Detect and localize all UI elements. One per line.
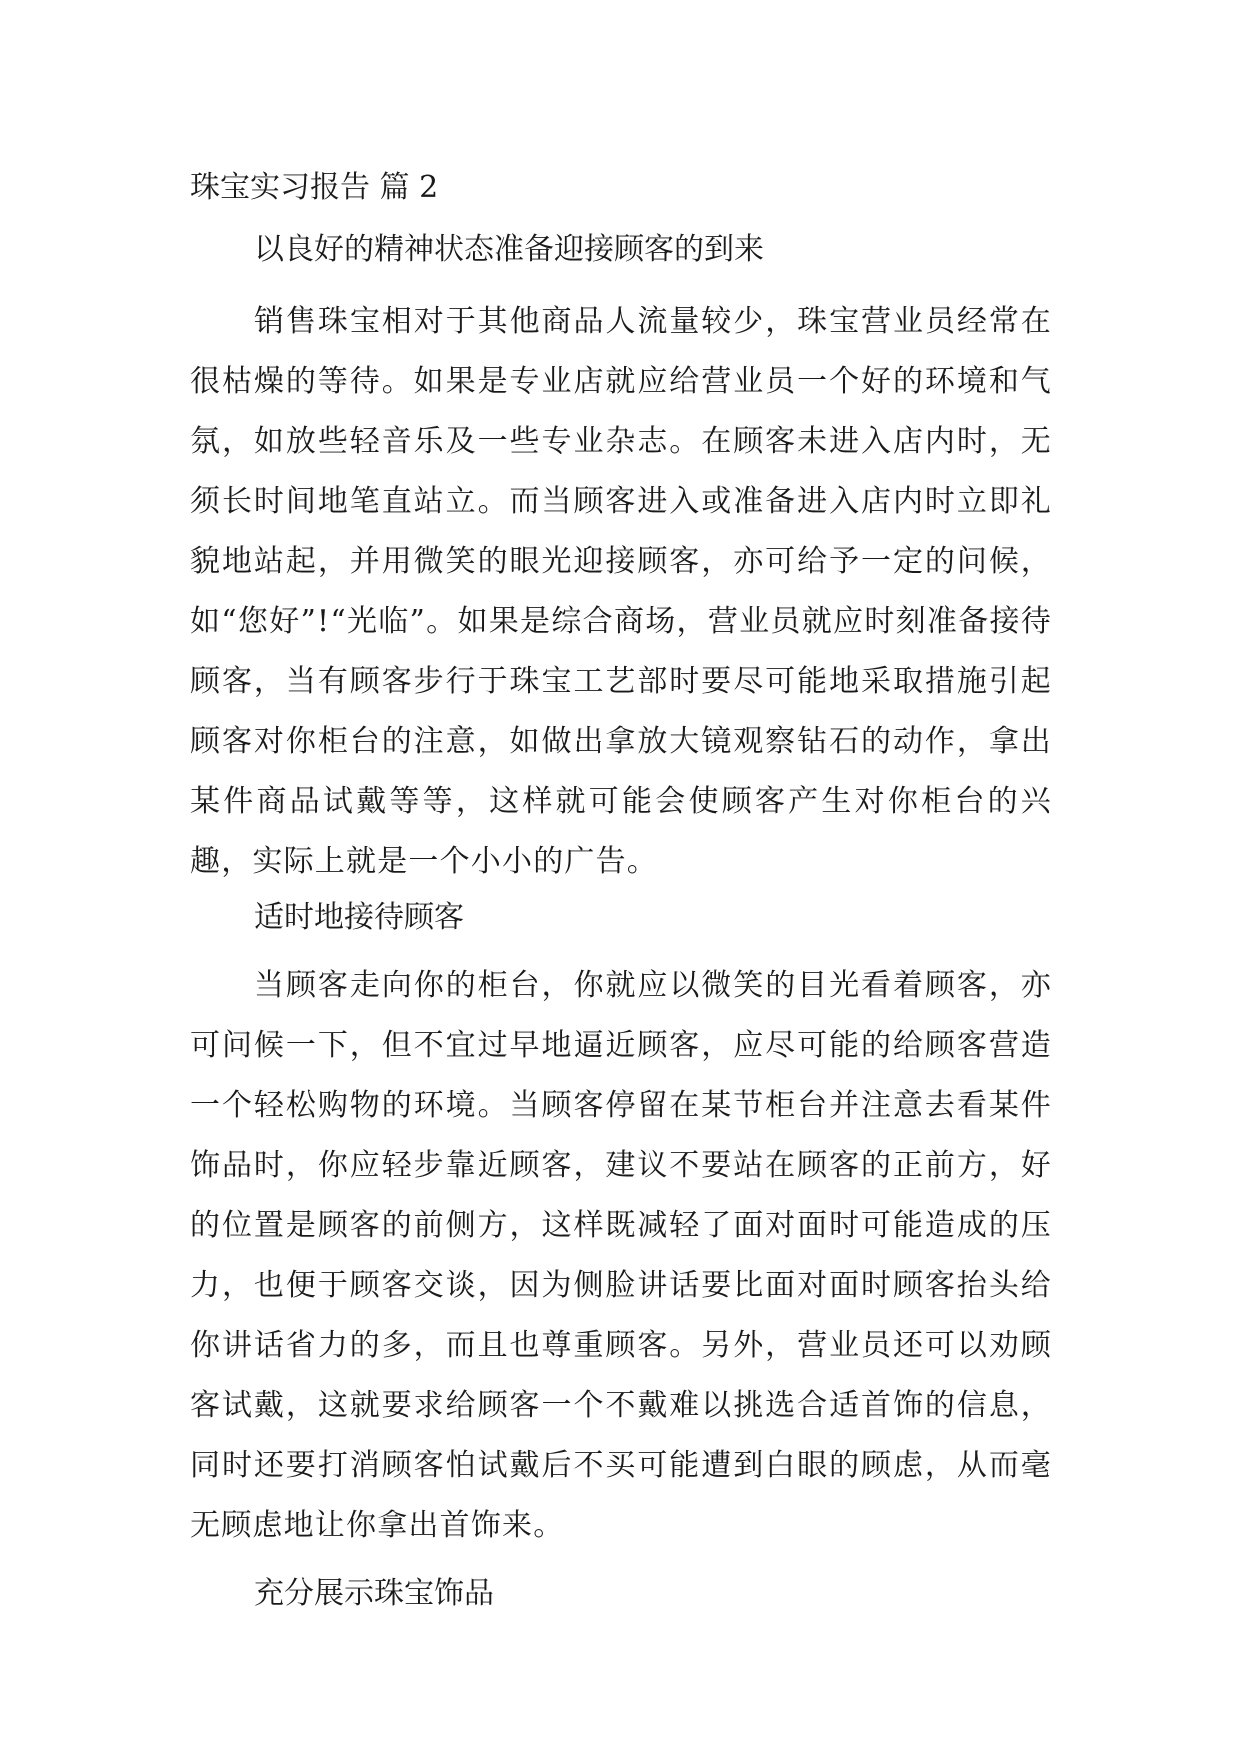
document-title: 珠宝实习报告 篇 2 [190, 170, 439, 205]
section-paragraph-greeting-preparation: 销售珠宝相对于其他商品人流量较少，珠宝营业员经常在很枯燥的等待。如果是专业店就应给营业员一个好的环境和气氛，如放些轻音乐及一些专业杂志。在顾客未进入店内时，无须长时间地笔直站立。而当顾客进入或准备进入店内时立即礼貌地站起，并用微笑的眼光迎接顾客，亦可给予一定的问候，如“您好”!“光临”。如果是综合商场，营业员就应时刻准备接待顾客，当有顾客步行于珠宝工艺部时要尽可能地采取措施引起顾客对你柜台的注意，如做出拿放大镜观察钻石的动作，拿出某件商品试戴等等，这样就可能会使顾客产生对你柜台的兴趣，实际上就是一个小小的广告。 [190, 304, 1052, 879]
document-page [190, 168, 1052, 1614]
section-heading-timely-reception: 适时地接待顾客 [254, 900, 464, 935]
section-heading-greeting-preparation: 以良好的精神状态准备迎接顾客的到来 [254, 232, 764, 267]
section-heading-display-jewelry: 充分展示珠宝饰品 [254, 1576, 494, 1611]
section-paragraph-timely-reception: 当顾客走向你的柜台，你就应以微笑的目光看着顾客，亦可问候一下，但不宜过早地逼近顾客，应尽可能的给顾客营造一个轻松购物的环境。当顾客停留在某节柜台并注意去看某件饰品时，你应轻步靠近顾客，建议不要站在顾客的正前方，好的位置是顾客的前侧方，这样既减轻了面对面时可能造成的压力，也便于顾客交谈，因为侧脸讲话要比面对面时顾客抬头给你讲话省力的多，而且也尊重顾客。另外，营业员还可以劝顾客试戴，这就要求给顾客一个不戴难以挑选合适首饰的信息，同时还要打消顾客怕试戴后不买可能遭到白眼的顾虑，从而毫无顾虑地让你拿出首饰来。 [190, 968, 1052, 1543]
